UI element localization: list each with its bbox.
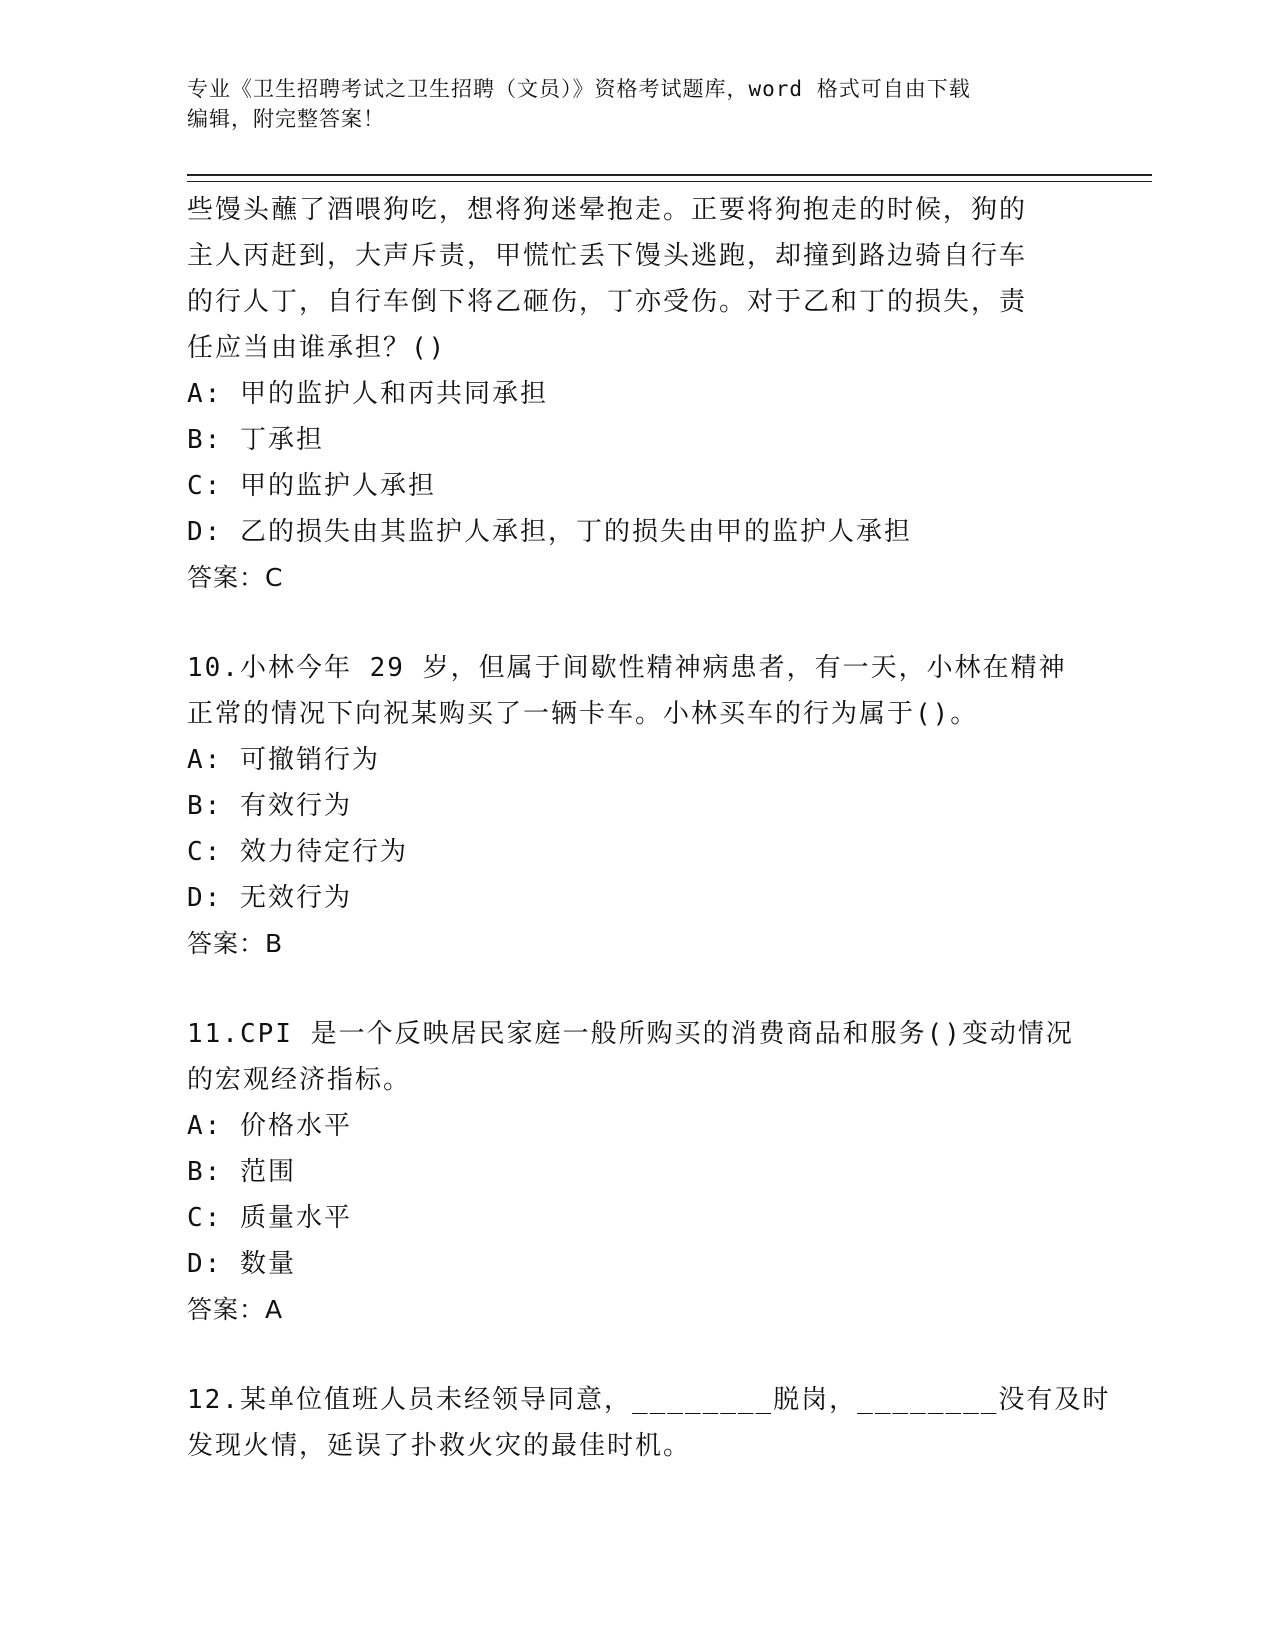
- option-d: D: 乙的损失由其监护人承担，丁的损失由甲的监护人承担: [187, 517, 912, 547]
- question-spacer: [187, 967, 1087, 1011]
- option-b: B: 范围: [187, 1157, 296, 1187]
- option-b: B: 丁承担: [187, 425, 324, 455]
- document-header: [187, 74, 1087, 134]
- question-stem-line: 任应当由谁承担？(): [187, 333, 447, 363]
- question-stem-line: 主人丙赶到，大声斥责，甲慌忙丢下馒头逃跑，却撞到路边骑自行车: [187, 241, 1028, 271]
- option-c: C: 质量水平: [187, 1203, 352, 1233]
- header-divider: [187, 174, 1152, 176]
- header-divider-thin: [187, 181, 1152, 182]
- question-spacer: [187, 1333, 1087, 1377]
- question-stem-line: 12.某单位值班人员未经领导同意，________脱岗，________没有及时: [187, 1385, 1111, 1415]
- option-a: A: 价格水平: [187, 1111, 352, 1141]
- option-c: C: 甲的监护人承担: [187, 471, 436, 501]
- answer-label: 答案：B: [187, 929, 284, 958]
- question-stem-line: 发现火情，延误了扑救火灾的最佳时机。: [187, 1431, 692, 1461]
- option-d: D: 数量: [187, 1249, 296, 1279]
- question-list: [187, 187, 1111, 1469]
- header-line-1: 专业《卫生招聘考试之卫生招聘（文员）》资格考试题库，word 格式可自由下载: [187, 77, 971, 101]
- option-c: C: 效力待定行为: [187, 837, 408, 867]
- question-stem-line: 的行人丁，自行车倒下将乙砸伤，丁亦受伤。对于乙和丁的损失，责: [187, 287, 1028, 317]
- header-line-2: 编辑，附完整答案！: [187, 107, 385, 131]
- question-9: [187, 187, 1087, 601]
- answer-label: 答案：A: [187, 1295, 284, 1324]
- question-stem-line: 11.CPI 是一个反映居民家庭一般所购买的消费商品和服务()变动情况: [187, 1019, 1074, 1049]
- question-stem-line: 的宏观经济指标。: [187, 1065, 412, 1095]
- question-stem-line: 正常的情况下向祝某购买了一辆卡车。小林买车的行为属于()。: [187, 699, 979, 729]
- option-b: B: 有效行为: [187, 791, 352, 821]
- question-10: [187, 645, 1087, 967]
- option-a: A: 甲的监护人和丙共同承担: [187, 379, 548, 409]
- question-11: [187, 1011, 1087, 1333]
- question-stem-line: 10.小林今年 29 岁，但属于间歇性精神病患者，有一天，小林在精神: [187, 653, 1067, 683]
- option-d: D: 无效行为: [187, 883, 352, 913]
- answer-label: 答案：C: [187, 563, 284, 592]
- question-spacer: [187, 601, 1087, 645]
- question-12: [187, 1377, 1111, 1469]
- question-stem-line: 些馒头蘸了酒喂狗吃，想将狗迷晕抱走。正要将狗抱走的时候，狗的: [187, 195, 1028, 225]
- option-a: A: 可撤销行为: [187, 745, 380, 775]
